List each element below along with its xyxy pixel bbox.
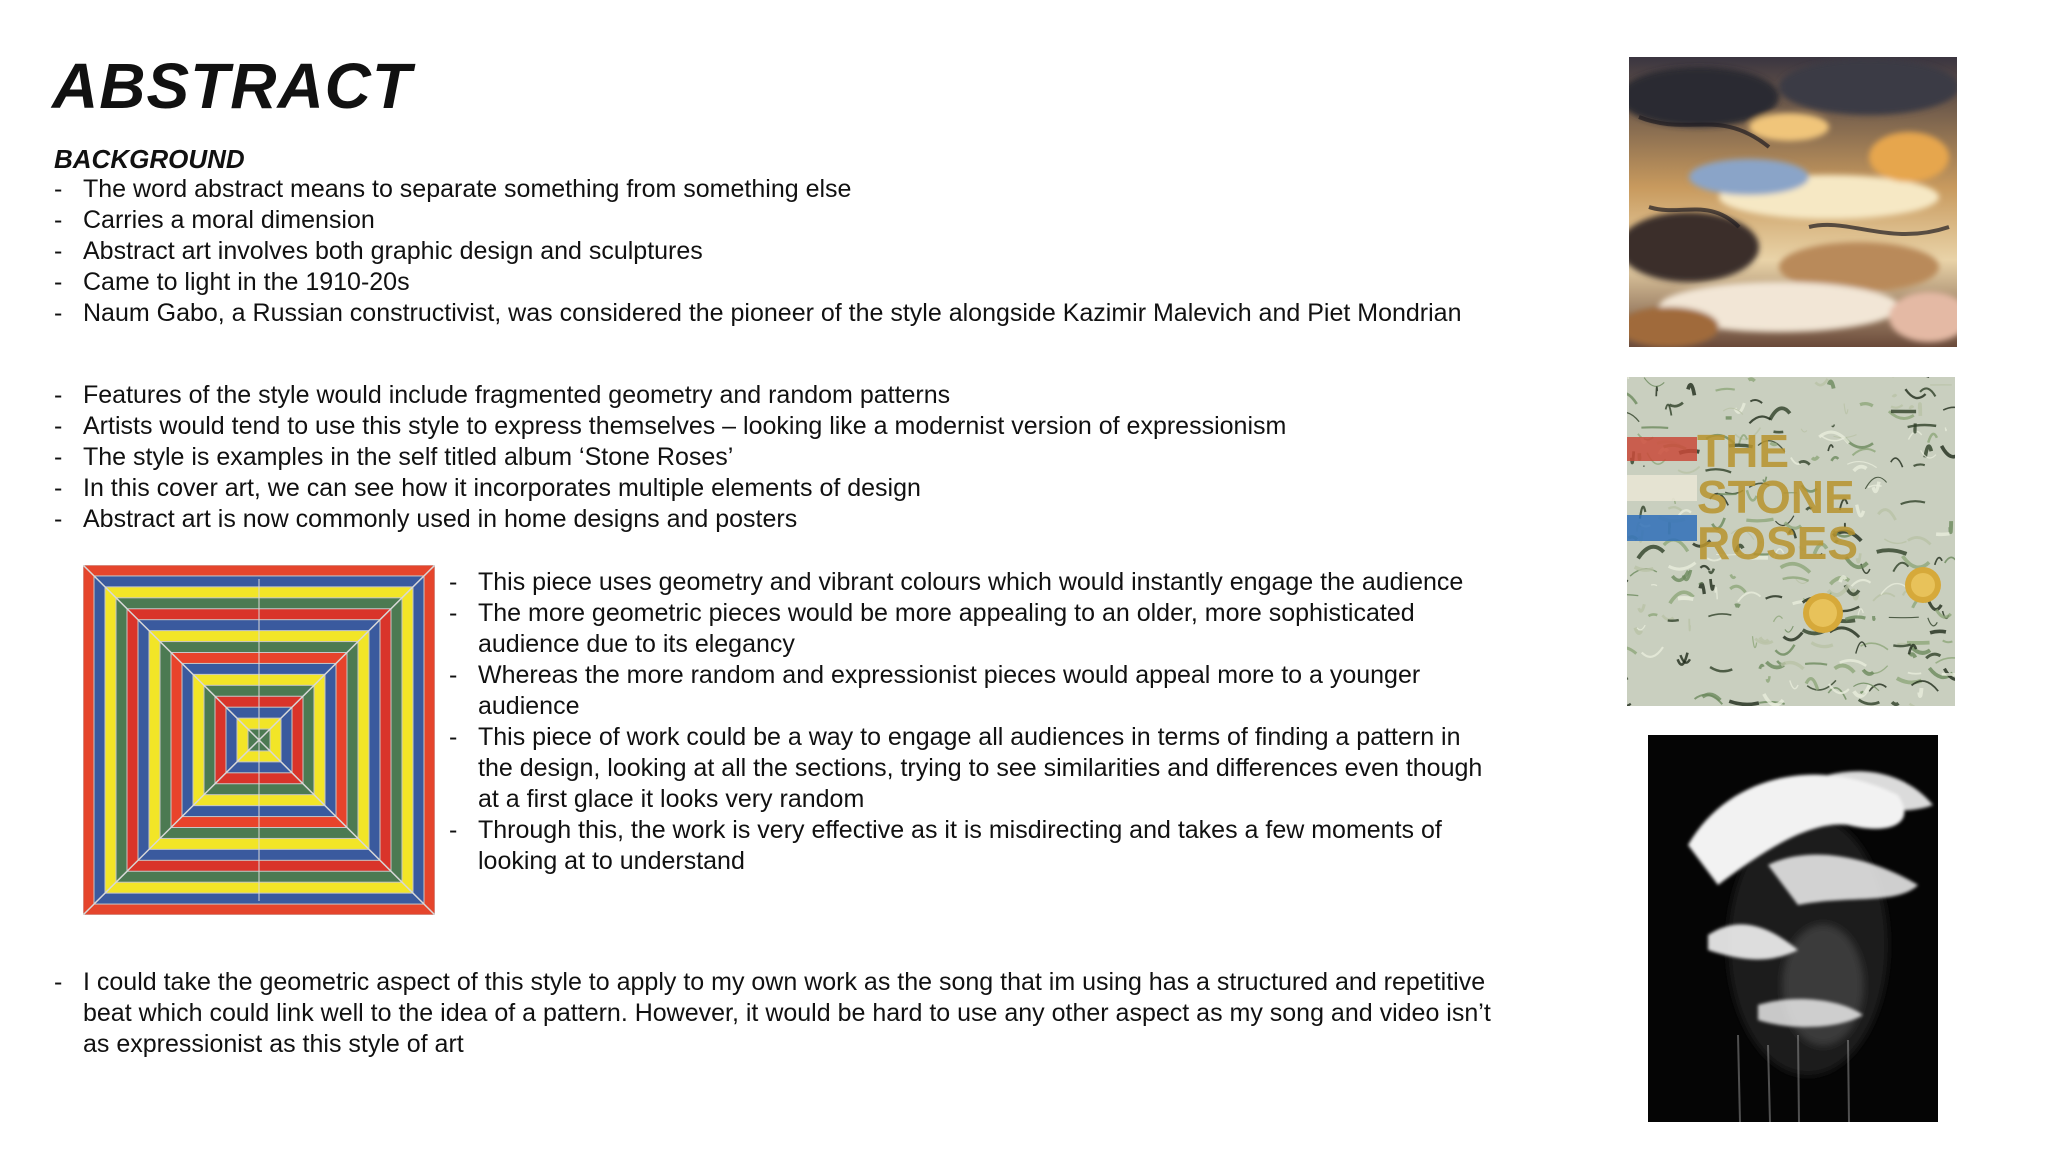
conclusion-list xyxy=(54,967,1504,1060)
list-item: - The word abstract means to separate something from something else xyxy=(54,174,1474,205)
list-item: - Abstract art involves both graphic design and sculptures xyxy=(54,236,1474,267)
list-item: - Whereas the more random and expressionist pieces would appeal more to a younger audience xyxy=(449,660,1489,722)
section-subtitle: BACKGROUND xyxy=(54,144,245,174)
list-item: - Features of the style would include fragmented geometry and random patterns xyxy=(54,380,1474,411)
list-item: - Abstract art is now commonly used in home designs and posters xyxy=(54,504,1474,535)
abstract-painting-image xyxy=(1629,57,1957,347)
background-list xyxy=(54,174,1474,329)
list-item: - This piece uses geometry and vibrant colours which would instantly engage the audience xyxy=(449,567,1489,598)
stone-roses-album-cover-image xyxy=(1627,377,1955,706)
list-item: - Artists would tend to use this style to express themselves – looking like a modernist version of expressionism xyxy=(54,411,1474,442)
list-item: - Through this, the work is very effective as it is misdirecting and takes a few moments of looking at to understand xyxy=(449,815,1489,877)
album-cover-icon xyxy=(1627,377,1955,706)
album-cover-text: STONE xyxy=(1697,471,1855,523)
abstract-painting-icon xyxy=(1629,57,1957,347)
list-item: - I could take the geometric aspect of this style to apply to my own work as the song that im using has a structured and repetitive beat which could link well to the idea of a pattern. However, it would be hard to use any other aspect as my song and video isn’t as expressionist as this style of art xyxy=(54,967,1504,1060)
list-item: - Came to light in the 1910-20s xyxy=(54,267,1474,298)
list-item: - This piece of work could be a way to engage all audiences in terms of finding a pattern in the design, looking at all the sections, trying to see similarities and differences even though at a first glace it looks very random xyxy=(449,722,1489,815)
list-item: - In this cover art, we can see how it incorporates multiple elements of design xyxy=(54,473,1474,504)
list-item: - Carries a moral dimension xyxy=(54,205,1474,236)
album-cover-text: ROSES xyxy=(1697,517,1859,569)
concentric-square-painting-icon xyxy=(83,565,435,915)
features-list xyxy=(54,380,1474,535)
list-item: - Naum Gabo, a Russian constructivist, was considered the pioneer of the style alongside Kazimir Malevich and Piet Mondrian xyxy=(54,298,1474,329)
slide-title: ABSTRACT xyxy=(52,50,412,122)
face-painting-image xyxy=(1648,735,1938,1122)
list-item: - The style is examples in the self titled album ‘Stone Roses’ xyxy=(54,442,1474,473)
list-item: - The more geometric pieces would be more appealing to an older, more sophisticated audience due to its elegancy xyxy=(449,598,1489,660)
piece-analysis-list xyxy=(449,567,1489,877)
album-cover-text: THE xyxy=(1697,425,1789,477)
concentric-square-art-image xyxy=(83,565,435,915)
monochrome-face-painting-icon xyxy=(1648,735,1938,1122)
